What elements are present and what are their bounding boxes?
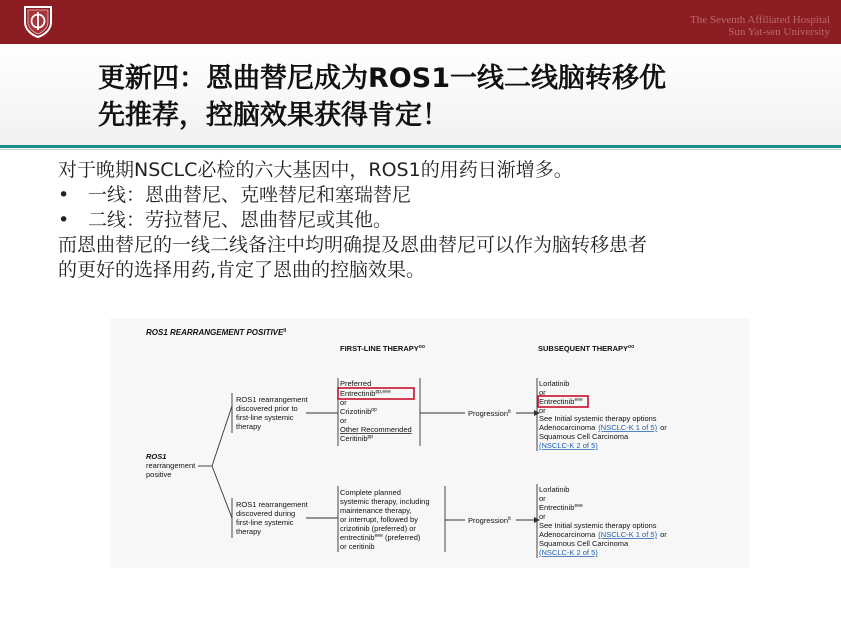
bullet-text: 一线：恩曲替尼、克唑替尼和塞瑞替尼: [88, 184, 412, 206]
header-bar: [0, 0, 841, 44]
slide-title-line: 先推荐，控脑效果获得肯定！: [98, 100, 449, 131]
first-top-other: Other Recommended: [340, 425, 412, 434]
nccn-flowchart: [110, 318, 750, 568]
subsequent-top-entrectinib: [539, 397, 583, 406]
drug-name: entrectinib: [340, 533, 375, 542]
column-heading-sup: oo: [418, 344, 425, 350]
first-top-preferred: Preferred: [340, 379, 372, 388]
nccn-link[interactable]: (NSCLC-K 1 of 5): [598, 423, 658, 432]
heading-text: ROS1 REARRANGEMENT POSITIVE: [146, 328, 284, 337]
nccn-link[interactable]: (NSCLC-K 2 of 5): [539, 548, 598, 557]
progression-text: Progression: [468, 409, 509, 418]
connector-line: [212, 466, 232, 518]
first-bottom-line: maintenance therapy,: [340, 506, 412, 515]
progression-sup: tt: [508, 516, 511, 522]
title-rule: [0, 145, 841, 148]
first-top-crizotinib: [340, 407, 377, 416]
subsequent-top-adeno: [539, 423, 667, 432]
root-label: positive: [146, 470, 172, 479]
drug-sup: eee: [574, 503, 583, 509]
first-bottom-line: Complete planned: [340, 488, 401, 497]
first-top-or: or: [340, 398, 347, 407]
histology-label: Adenocarcinoma: [539, 423, 596, 432]
column-heading-subsequent: [538, 344, 634, 353]
column-heading-first-line: [340, 344, 425, 353]
or-text: or: [660, 423, 667, 432]
histology-label: Adenocarcinoma: [539, 530, 596, 539]
bullet-item: [58, 208, 808, 233]
first-top-ceritinib: [340, 434, 373, 443]
subsequent-bottom-line: See Initial systemic therapy options: [539, 521, 657, 530]
hospital-name: [560, 14, 830, 38]
drug-sup: pp: [367, 434, 374, 440]
column-heading-sup: oo: [628, 344, 635, 350]
subsequent-bottom-line: Lorlatinib: [539, 485, 570, 494]
flowchart-svg: [110, 318, 750, 568]
branch-bottom-label: therapy: [236, 527, 262, 536]
subsequent-top-line: See Initial systemic therapy options: [539, 414, 657, 423]
subsequent-bottom-line: or: [539, 512, 546, 521]
title-rule-shadow: [0, 149, 841, 150]
progression-sup: tt: [508, 409, 511, 415]
slide-title-line: 更新四：恩曲替尼成为ROS1一线二线脑转移优: [98, 63, 666, 94]
progression-text: Progression: [468, 516, 509, 525]
nccn-link[interactable]: (NSCLC-K 1 of 5): [598, 530, 658, 539]
intro-text: 对于晚期NSCLC必检的六大基因中，ROS1的用药日渐增多。: [58, 159, 573, 181]
conclusion-text: 而恩曲替尼的一线二线备注中均明确提及恩曲替尼可以作为脑转移患者: [58, 234, 648, 256]
subsequent-top-line: or: [539, 406, 546, 415]
drug-name: Entrectinib: [340, 389, 376, 398]
first-bottom-line: or ceritinib: [340, 542, 375, 551]
drug-note: (preferred): [384, 533, 421, 542]
or-text: or: [660, 530, 667, 539]
connector-line: [212, 406, 232, 466]
drug-sup: pp: [371, 407, 377, 413]
subsequent-top-line: or: [539, 388, 546, 397]
drug-name: Ceritinib: [340, 434, 368, 443]
slide-body: [58, 158, 808, 283]
root-label: rearrangement: [146, 461, 196, 470]
first-top-or: or: [340, 416, 347, 425]
first-bottom-line: [340, 533, 421, 542]
bullet-marker: •: [58, 209, 70, 231]
bullet-marker: •: [58, 184, 70, 206]
subsequent-bottom-adeno: [539, 530, 667, 539]
nccn-link[interactable]: (NSCLC-K 2 of 5): [539, 441, 598, 450]
progression-label: [468, 409, 511, 418]
hospital-logo-icon: [22, 4, 54, 38]
first-bottom-line: crizotinib (preferred) or: [340, 524, 416, 533]
heading-sup: ll: [283, 328, 287, 334]
drug-sup: eee: [574, 397, 583, 403]
branch-top-label: ROS1 rearrangement: [236, 395, 308, 404]
column-heading-text: FIRST-LINE THERAPY: [340, 344, 419, 353]
hospital-name-line: The Seventh Affiliated Hospital: [689, 14, 830, 26]
bullet-item: [58, 183, 808, 208]
slide-title: [98, 60, 818, 134]
branch-top-label: discovered prior to: [236, 404, 298, 413]
progression-label: [468, 516, 511, 525]
subsequent-bottom-entrectinib: [539, 503, 583, 512]
first-bottom-line: systemic therapy, including: [340, 497, 430, 506]
drug-name: Entrectinib: [539, 503, 575, 512]
subsequent-top-line: Squamous Cell Carcinoma: [539, 432, 629, 441]
drug-sup: pp,eee: [375, 389, 391, 395]
subsequent-top-line: Lorlatinib: [539, 379, 570, 388]
branch-top-label: therapy: [236, 422, 262, 431]
drug-sup: eee: [374, 533, 383, 539]
subsequent-bottom-line: or: [539, 494, 546, 503]
bullet-text: 二线：劳拉替尼、恩曲替尼或其他。: [88, 209, 393, 231]
root-label: ROS1: [146, 452, 167, 461]
branch-top-label: first-line systemic: [236, 413, 294, 422]
hospital-name-line: Sun Yat-sen University: [728, 26, 830, 38]
drug-name: Entrectinib: [539, 397, 575, 406]
column-heading-text: SUBSEQUENT THERAPY: [538, 344, 629, 353]
drug-name: Crizotinib: [340, 407, 372, 416]
branch-bottom-label: first-line systemic: [236, 518, 294, 527]
subsequent-bottom-line: Squamous Cell Carcinoma: [539, 539, 629, 548]
first-bottom-line: or interrupt, followed by: [340, 515, 418, 524]
first-top-entrectinib: [340, 389, 391, 398]
branch-bottom-label: ROS1 rearrangement: [236, 500, 308, 509]
flowchart-heading: [146, 328, 287, 337]
branch-bottom-label: discovered during: [236, 509, 296, 518]
conclusion-text: 的更好的选择用药,肯定了恩曲的控脑效果。: [58, 259, 426, 281]
